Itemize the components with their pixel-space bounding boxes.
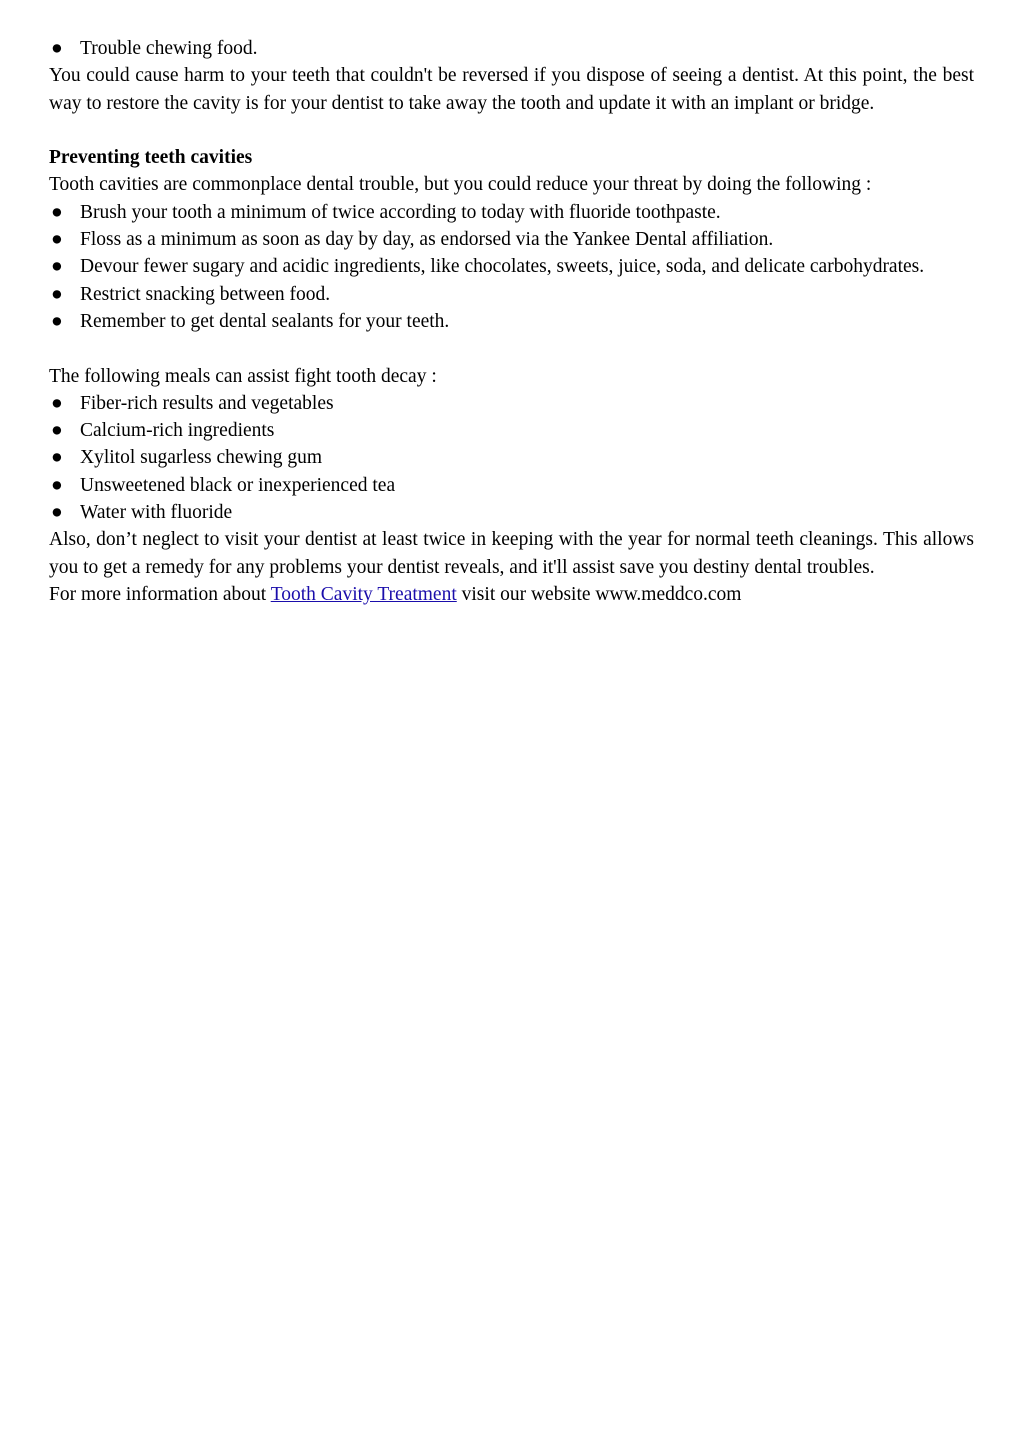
closing-paragraph: Also, don’t neglect to visit your dentist at least twice in keeping with the year for normal teeth cleanings. This allows you to get a remedy for any problems your dentist reveals, and it'll assist save you destiny dental troubles. [49,529,974,578]
list-item-text: Floss as a minimum as soon as day by day, as endorsed via the Yankee Dental affiliation. [80,229,774,251]
list-item-text: Fiber-rich results and vegetables [80,392,334,414]
bullet-icon: ● [51,201,63,223]
list-item [49,444,974,471]
list-item [49,35,974,62]
list-item [49,226,974,253]
list-item-text: Calcium-rich ingredients [80,420,275,442]
list-item-text: Remember to get dental sealants for your teeth. [80,310,450,332]
list-item [49,308,974,335]
list-item-text: Restrict snacking between food. [80,283,331,305]
list-item-text: Water with fluoride [80,502,233,524]
bullet-icon: ● [51,229,63,251]
more-info-suffix: visit our website www.meddco.com [456,583,742,605]
spacer [49,335,974,362]
spacer [49,117,974,144]
intro-paragraph: You could cause harm to your teeth that couldn't be reversed if you dispose of seeing a dentist. At this point, the best way to restore the cavity is for your dentist to take away the tooth and update it with an implant or bridge. [49,65,974,114]
tooth-cavity-treatment-link[interactable]: Tooth Cavity Treatment [270,583,457,605]
list-item-text: Unsweetened black or inexperienced tea [80,474,396,496]
list-item [49,253,974,280]
bullet-icon: ● [51,447,63,469]
list-item-text: Brush your tooth a minimum of twice according to today with fluoride toothpaste. [80,201,721,223]
bullet-icon: ● [51,38,63,59]
bullet-icon: ● [51,502,63,524]
bullet-icon: ● [51,392,63,414]
more-info-prefix: For more information about [49,583,271,605]
list-item [49,472,974,499]
list-item [49,199,974,226]
section-lead: Tooth cavities are commonplace dental trouble, but you could reduce your threat by doing the following : [49,174,872,196]
list-item [49,417,974,444]
more-info-line [49,581,974,608]
bullet-icon: ● [51,283,63,305]
foods-lead: The following meals can assist fight tooth decay : [49,365,437,387]
section-heading: Preventing teeth cavities [49,147,253,169]
list-item-text: Xylitol sugarless chewing gum [80,447,323,469]
list-item [49,499,974,526]
list-item [49,281,974,308]
bullet-icon: ● [51,474,63,496]
list-item-text: Devour fewer sugary and acidic ingredients, like chocolates, sweets, juice, soda, and delicate carbohydrates. [80,256,925,278]
document-page [49,35,974,608]
list-item [49,390,974,417]
bullet-icon: ● [51,420,63,442]
intro-bullet-text: Trouble chewing food. [80,38,258,59]
bullet-icon: ● [51,310,63,332]
bullet-icon: ● [51,256,63,278]
